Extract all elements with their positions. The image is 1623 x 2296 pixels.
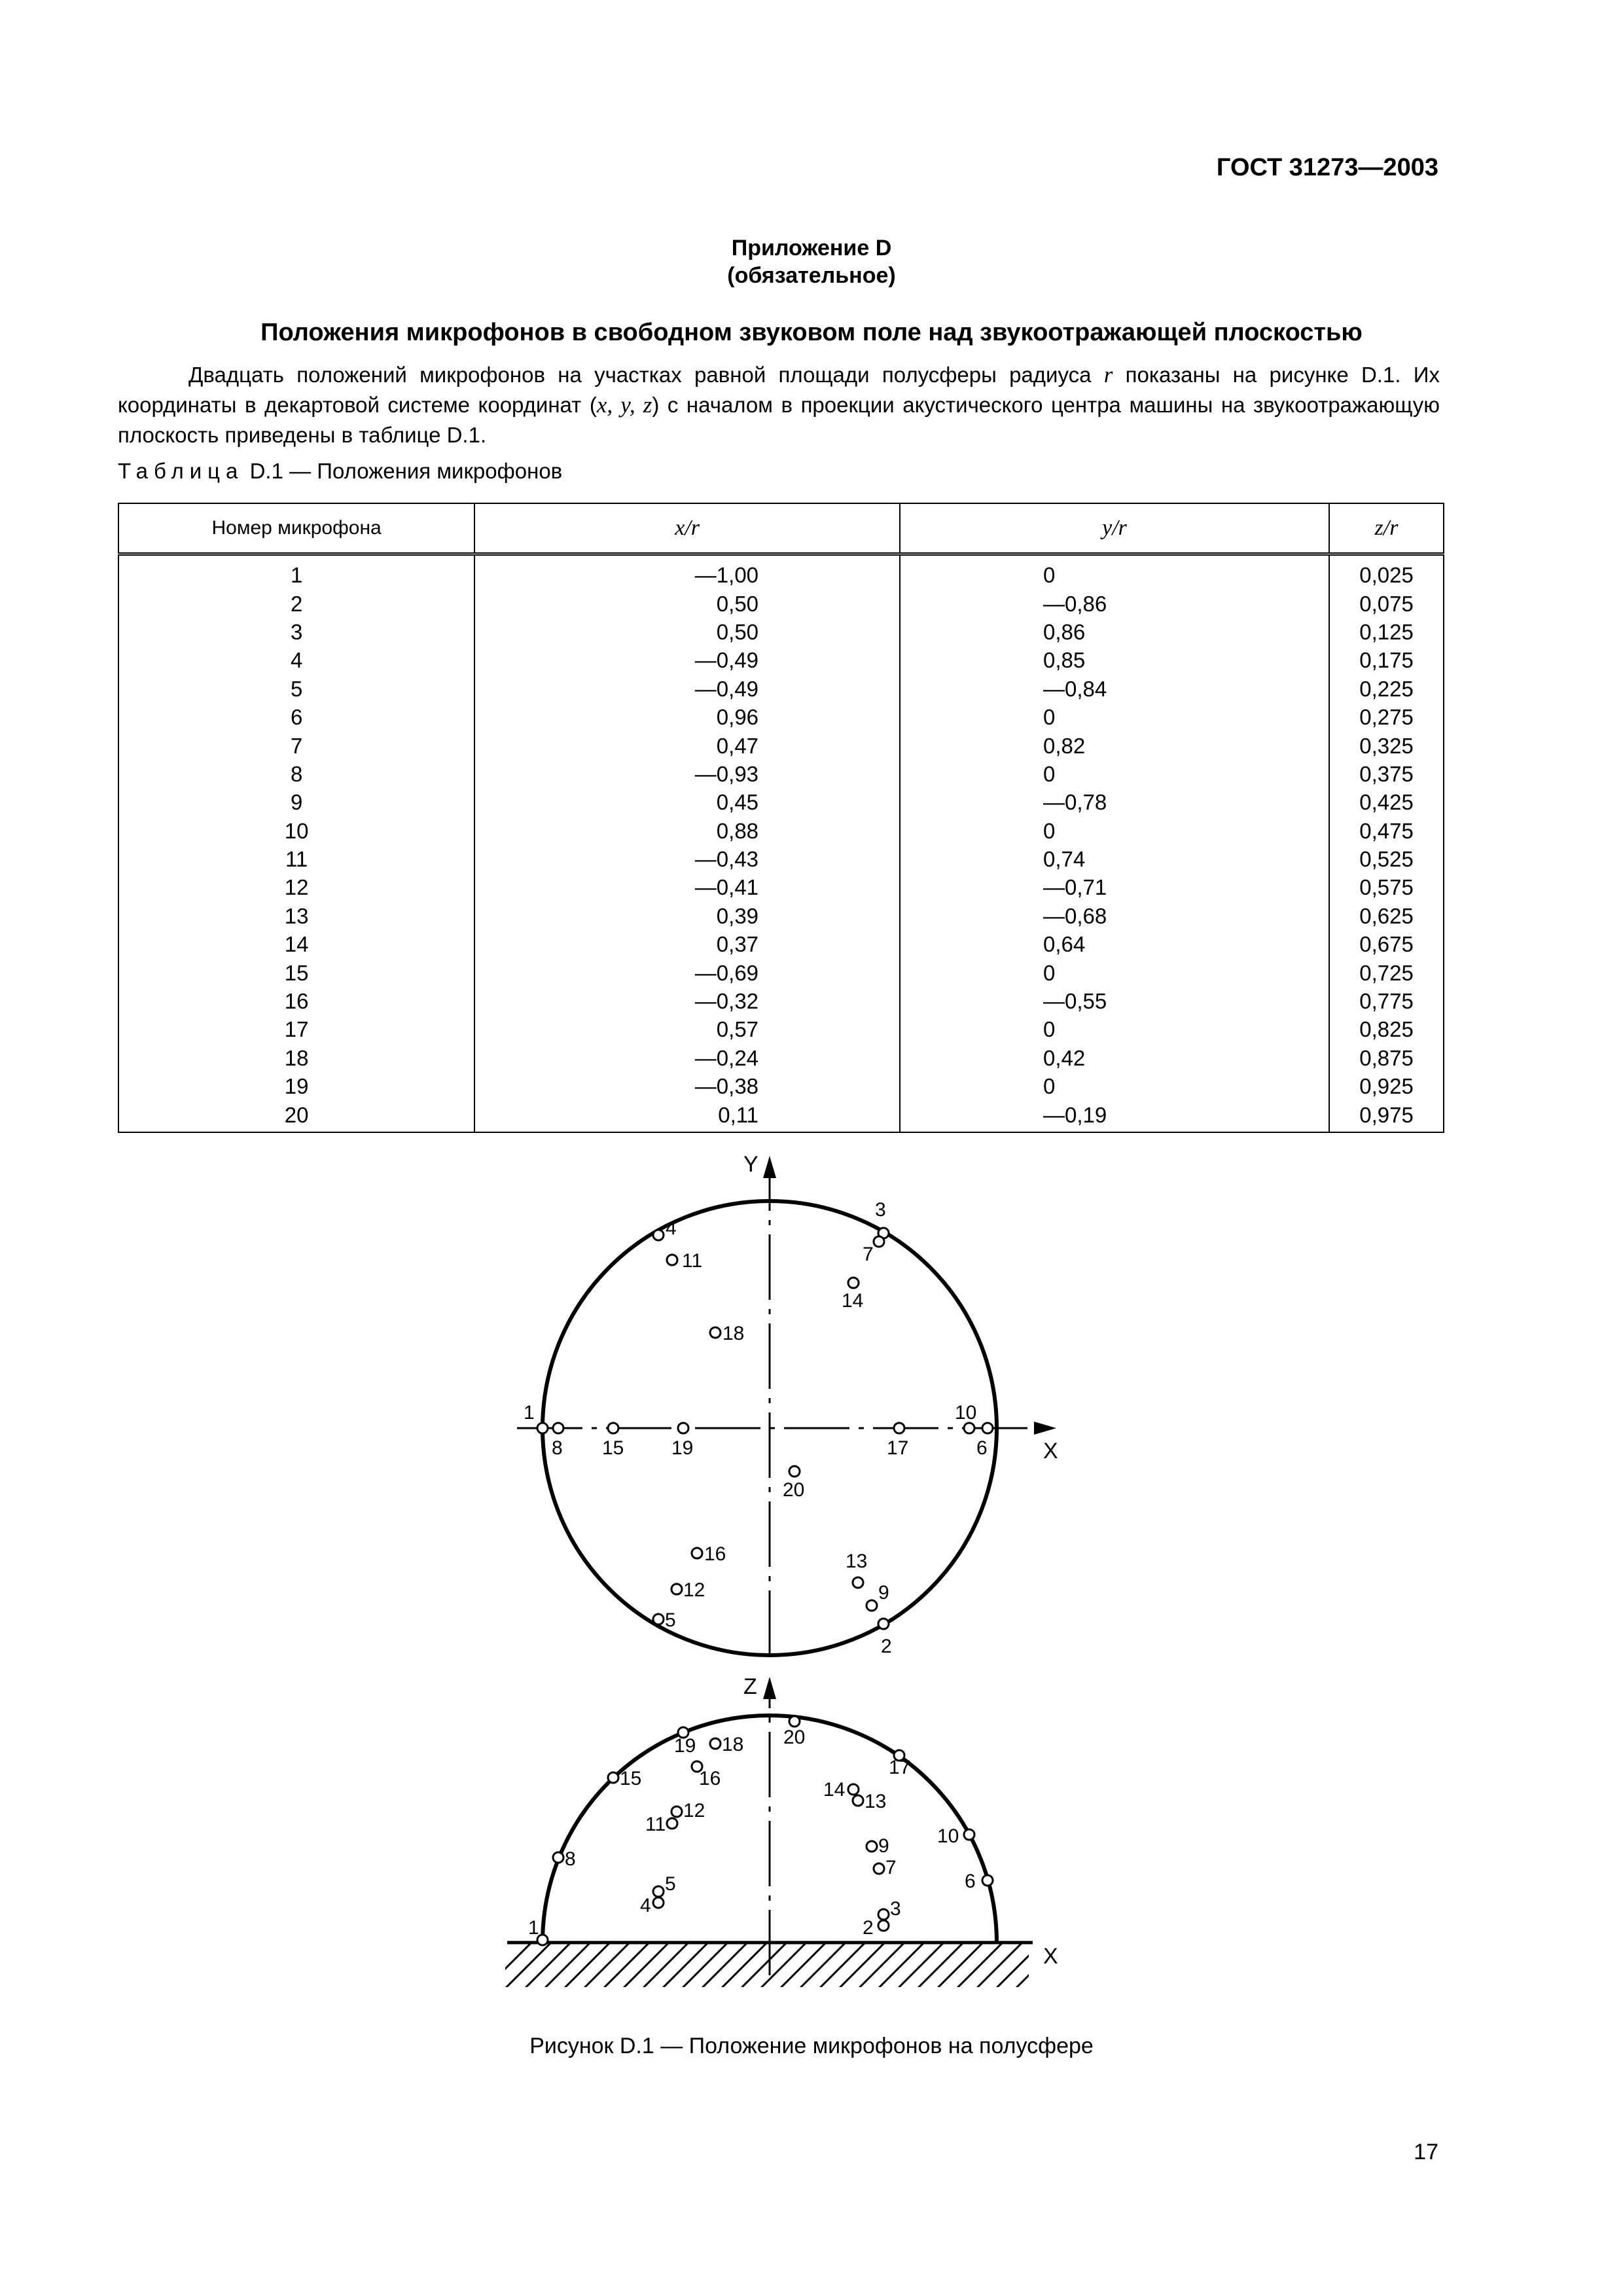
cell-z: 0,625 bbox=[1329, 902, 1444, 930]
side-label-2: 2 bbox=[863, 1917, 874, 1939]
top-mic-4 bbox=[653, 1230, 664, 1240]
side-view-z-label: Z bbox=[743, 1674, 757, 1699]
side-view-x-label: X bbox=[1043, 1944, 1058, 1969]
side-mic-14 bbox=[848, 1784, 859, 1795]
side-view-points bbox=[537, 1716, 993, 1945]
cell-y: 0 bbox=[900, 703, 1329, 731]
top-mic-10 bbox=[964, 1423, 974, 1433]
cell-mic-number: 14 bbox=[118, 930, 474, 958]
cell-z: 0,275 bbox=[1329, 703, 1444, 731]
top-label-2: 2 bbox=[881, 1636, 892, 1657]
cell-x: —0,93 bbox=[474, 760, 900, 788]
side-label-3: 3 bbox=[890, 1898, 901, 1920]
side-mic-8 bbox=[553, 1852, 563, 1863]
cell-x: 0,11 bbox=[474, 1100, 900, 1132]
intro-text-3: ) с началом в проекции акустического центра машины на звукоотражающую плоскость приведены в таблице D.1. bbox=[118, 393, 1440, 447]
cell-mic-number: 20 bbox=[118, 1100, 474, 1132]
cell-y: 0,82 bbox=[900, 731, 1329, 759]
cell-mic-number: 17 bbox=[118, 1015, 474, 1043]
side-mic-15 bbox=[608, 1772, 618, 1783]
top-label-1: 1 bbox=[524, 1402, 535, 1424]
top-mic-8 bbox=[553, 1423, 563, 1433]
cell-z: 0,025 bbox=[1329, 554, 1444, 590]
top-label-8: 8 bbox=[552, 1437, 563, 1459]
side-label-8: 8 bbox=[565, 1848, 576, 1870]
side-label-4: 4 bbox=[640, 1895, 651, 1916]
cell-x: 0,96 bbox=[474, 703, 900, 731]
cell-y: —0,84 bbox=[900, 675, 1329, 703]
cell-mic-number: 7 bbox=[118, 731, 474, 759]
table-caption-prefix: Таблица bbox=[118, 459, 244, 483]
top-mic-2 bbox=[878, 1619, 889, 1629]
cell-x: —0,49 bbox=[474, 675, 900, 703]
cell-mic-number: 4 bbox=[118, 646, 474, 674]
side-label-20: 20 bbox=[783, 1727, 806, 1748]
cell-x: 0,88 bbox=[474, 817, 900, 845]
cell-y: —0,78 bbox=[900, 788, 1329, 816]
cell-y: 0,86 bbox=[900, 618, 1329, 646]
cell-x: —0,41 bbox=[474, 873, 900, 901]
cell-x: 0,50 bbox=[474, 618, 900, 646]
side-label-7: 7 bbox=[885, 1857, 897, 1878]
cell-x: 0,39 bbox=[474, 902, 900, 930]
section-title: Положения микрофонов в свободном звуковом поле над звукоотражающей плоскостью bbox=[260, 319, 1363, 346]
top-mic-16 bbox=[692, 1548, 702, 1558]
cell-mic-number: 3 bbox=[118, 618, 474, 646]
cell-y: 0 bbox=[900, 958, 1329, 986]
side-mic-9 bbox=[866, 1841, 877, 1852]
cell-x: —0,49 bbox=[474, 646, 900, 674]
cell-x: 0,45 bbox=[474, 788, 900, 816]
side-mic-12 bbox=[671, 1806, 682, 1817]
side-label-15: 15 bbox=[620, 1768, 642, 1789]
top-mic-12 bbox=[671, 1584, 682, 1594]
side-label-10: 10 bbox=[937, 1825, 959, 1847]
table-caption-text: — Положения микрофонов bbox=[289, 459, 563, 483]
top-label-5: 5 bbox=[665, 1609, 676, 1631]
cell-z: 0,075 bbox=[1329, 589, 1444, 617]
cell-mic-number: 2 bbox=[118, 589, 474, 617]
cell-y: 0,74 bbox=[900, 845, 1329, 873]
cell-z: 0,675 bbox=[1329, 930, 1444, 958]
top-mic-19 bbox=[678, 1423, 688, 1433]
intro-text-1: Двадцать положений микрофонов на участках равной площади полусферы радиуса bbox=[188, 363, 1104, 387]
cell-mic-number: 15 bbox=[118, 958, 474, 986]
top-label-15: 15 bbox=[602, 1437, 624, 1459]
intro-coordinates-symbol: x, y, z bbox=[596, 392, 652, 418]
cell-mic-number: 16 bbox=[118, 987, 474, 1015]
cell-y: 0 bbox=[900, 760, 1329, 788]
side-label-12: 12 bbox=[683, 1800, 705, 1821]
cell-y: 0,64 bbox=[900, 930, 1329, 958]
cell-z: 0,475 bbox=[1329, 817, 1444, 845]
side-mic-18 bbox=[710, 1738, 721, 1749]
top-mic-11 bbox=[667, 1255, 677, 1265]
cell-x: —0,43 bbox=[474, 845, 900, 873]
side-mic-6 bbox=[982, 1875, 993, 1886]
column-header-z: z/r bbox=[1329, 503, 1444, 554]
top-mic-18 bbox=[710, 1327, 721, 1338]
top-label-4: 4 bbox=[666, 1217, 677, 1239]
cell-z: 0,825 bbox=[1329, 1015, 1444, 1043]
cell-x: 0,50 bbox=[474, 589, 900, 617]
intro-text-2: показаны на рисунке D.1. Их координаты в декартовой системе координат ( bbox=[118, 363, 1440, 417]
cell-x: 0,37 bbox=[474, 930, 900, 958]
cell-x: 0,47 bbox=[474, 731, 900, 759]
side-mic-10 bbox=[964, 1829, 974, 1840]
top-mic-20 bbox=[789, 1466, 800, 1477]
side-view-point-labels bbox=[528, 1727, 976, 1939]
cell-mic-number: 13 bbox=[118, 902, 474, 930]
top-label-11: 11 bbox=[682, 1250, 703, 1272]
side-mic-5 bbox=[653, 1886, 664, 1897]
top-mic-9 bbox=[866, 1600, 877, 1611]
top-mic-15 bbox=[608, 1423, 618, 1433]
cell-z: 0,525 bbox=[1329, 845, 1444, 873]
cell-z: 0,125 bbox=[1329, 618, 1444, 646]
figure-caption: Рисунок D.1 — Положение микрофонов на полусфере bbox=[529, 2034, 1094, 2058]
top-mic-17 bbox=[894, 1423, 904, 1433]
top-label-9: 9 bbox=[878, 1582, 889, 1604]
cell-z: 0,375 bbox=[1329, 760, 1444, 788]
top-label-3: 3 bbox=[875, 1199, 886, 1221]
top-view-x-arrow bbox=[1034, 1422, 1056, 1435]
standard-number: ГОСТ 31273—2003 bbox=[1216, 154, 1438, 181]
cell-y: —0,86 bbox=[900, 589, 1329, 617]
side-mic-7 bbox=[874, 1863, 884, 1874]
cell-x: —1,00 bbox=[474, 554, 900, 590]
cell-z: 0,725 bbox=[1329, 958, 1444, 986]
side-label-13: 13 bbox=[865, 1791, 887, 1812]
top-label-16: 16 bbox=[704, 1543, 726, 1565]
top-label-6: 6 bbox=[976, 1437, 988, 1459]
cell-y: 0,85 bbox=[900, 646, 1329, 674]
cell-mic-number: 10 bbox=[118, 817, 474, 845]
annex-status: (обязательное) bbox=[727, 263, 896, 288]
cell-y: 0,42 bbox=[900, 1044, 1329, 1072]
column-header-number: Номер микрофона bbox=[118, 503, 474, 554]
cell-z: 0,975 bbox=[1329, 1100, 1444, 1132]
annex-title: Приложение D bbox=[731, 236, 892, 260]
cell-y: 0 bbox=[900, 554, 1329, 590]
cell-x: —0,24 bbox=[474, 1044, 900, 1072]
top-mic-13 bbox=[853, 1577, 863, 1588]
side-label-14: 14 bbox=[823, 1779, 846, 1801]
cell-x: —0,32 bbox=[474, 987, 900, 1015]
cell-mic-number: 18 bbox=[118, 1044, 474, 1072]
top-view-x-label: X bbox=[1043, 1439, 1058, 1463]
side-mic-13 bbox=[853, 1795, 863, 1806]
cell-x: —0,38 bbox=[474, 1072, 900, 1100]
top-label-13: 13 bbox=[846, 1551, 868, 1572]
cell-mic-number: 12 bbox=[118, 873, 474, 901]
cell-z: 0,425 bbox=[1329, 788, 1444, 816]
side-mic-4 bbox=[653, 1897, 664, 1908]
side-mic-3 bbox=[878, 1909, 889, 1920]
top-label-20: 20 bbox=[783, 1479, 805, 1501]
side-label-1: 1 bbox=[528, 1917, 539, 1939]
cell-mic-number: 1 bbox=[118, 554, 474, 590]
cell-x: 0,57 bbox=[474, 1015, 900, 1043]
cell-mic-number: 5 bbox=[118, 675, 474, 703]
cell-mic-number: 8 bbox=[118, 760, 474, 788]
side-mic-2 bbox=[878, 1920, 889, 1931]
cell-z: 0,225 bbox=[1329, 675, 1444, 703]
side-label-11: 11 bbox=[645, 1814, 666, 1835]
side-mic-20 bbox=[789, 1716, 800, 1727]
cell-z: 0,175 bbox=[1329, 646, 1444, 674]
top-mic-5 bbox=[653, 1614, 664, 1624]
cell-y: —0,68 bbox=[900, 902, 1329, 930]
side-label-18: 18 bbox=[722, 1734, 744, 1755]
side-label-5: 5 bbox=[665, 1873, 676, 1895]
top-view-y-arrow bbox=[763, 1156, 776, 1178]
table-caption-id: D.1 bbox=[249, 459, 283, 483]
side-view-z-arrow bbox=[763, 1677, 776, 1699]
top-mic-6 bbox=[982, 1423, 993, 1433]
cell-mic-number: 19 bbox=[118, 1072, 474, 1100]
top-label-17: 17 bbox=[887, 1437, 909, 1459]
cell-y: —0,71 bbox=[900, 873, 1329, 901]
page-number: 17 bbox=[1414, 2140, 1438, 2164]
cell-x: —0,69 bbox=[474, 958, 900, 986]
cell-z: 0,575 bbox=[1329, 873, 1444, 901]
cell-y: 0 bbox=[900, 1072, 1329, 1100]
top-label-7: 7 bbox=[863, 1244, 874, 1265]
cell-mic-number: 11 bbox=[118, 845, 474, 873]
top-mic-7 bbox=[874, 1236, 884, 1247]
cell-z: 0,875 bbox=[1329, 1044, 1444, 1072]
ground-hatching bbox=[484, 1937, 1067, 1990]
side-label-19: 19 bbox=[674, 1735, 696, 1757]
top-label-10: 10 bbox=[955, 1402, 977, 1424]
top-label-18: 18 bbox=[722, 1323, 745, 1344]
cell-z: 0,925 bbox=[1329, 1072, 1444, 1100]
side-label-17: 17 bbox=[889, 1757, 911, 1778]
intro-radius-symbol: r bbox=[1103, 362, 1113, 387]
cell-z: 0,325 bbox=[1329, 731, 1444, 759]
column-header-y: y/r bbox=[900, 503, 1329, 554]
cell-y: 0 bbox=[900, 817, 1329, 845]
side-mic-11 bbox=[667, 1818, 677, 1829]
top-view-y-label: Y bbox=[743, 1152, 758, 1177]
cell-mic-number: 6 bbox=[118, 703, 474, 731]
cell-y: —0,19 bbox=[900, 1100, 1329, 1132]
top-label-12: 12 bbox=[683, 1579, 705, 1601]
cell-mic-number: 9 bbox=[118, 788, 474, 816]
top-mic-14 bbox=[848, 1278, 859, 1288]
column-header-x: x/r bbox=[474, 503, 900, 554]
cell-y: —0,55 bbox=[900, 987, 1329, 1015]
side-label-9: 9 bbox=[878, 1835, 889, 1857]
top-label-19: 19 bbox=[671, 1437, 694, 1459]
side-label-6: 6 bbox=[965, 1871, 976, 1892]
side-label-16: 16 bbox=[699, 1768, 721, 1789]
top-label-14: 14 bbox=[842, 1290, 864, 1312]
cell-z: 0,775 bbox=[1329, 987, 1444, 1015]
cell-y: 0 bbox=[900, 1015, 1329, 1043]
top-mic-1 bbox=[537, 1423, 548, 1433]
